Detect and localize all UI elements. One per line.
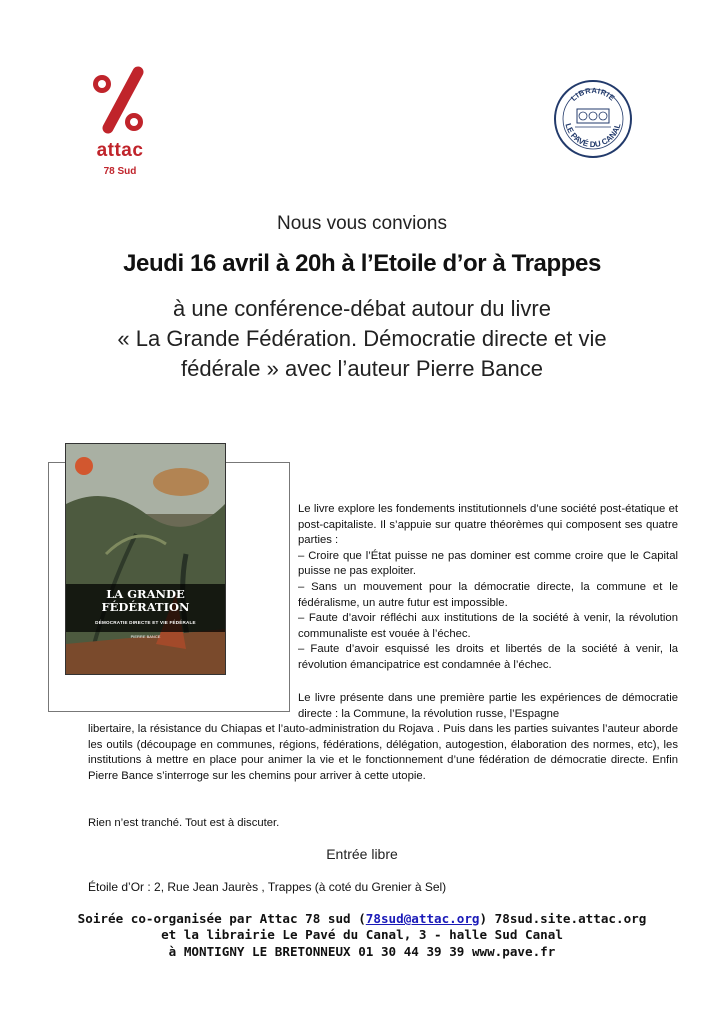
subtitle-line-1: à une conférence-débat autour du livre [173, 296, 551, 321]
pave-logo-top-text: LIBRAIRIE [569, 85, 617, 103]
theorem-3: – Faute d’avoir réfléchi aux institutions de la société à venir, la révolution communaliste est vouée à l’échec. [298, 612, 678, 640]
attac-logo-subtitle: 78 Sud [103, 166, 137, 177]
description-paragraph-1 [298, 502, 678, 674]
book-cover-subtitle: DÉMOCRATIE DIRECTE ET VIE FÉDÉRALE [95, 620, 196, 625]
theorem-2: – Sans un mouvement pour la démocratie directe, la commune et le fédéralisme, un autre futur est impossible. [298, 580, 678, 609]
entry-free: Entrée libre [326, 846, 398, 862]
event-headline: Jeudi 16 avril à 20h à l’Etoile d’or à Trappes [123, 250, 601, 277]
theorem-4: – Faute d’avoir esquissé les droits et libertés de la société à venir, la révolution émancipatrice est condamnée à l’échec. [298, 643, 678, 671]
email-link[interactable]: 78sud@attac.org [365, 911, 480, 926]
pave-logo-bottom-text: LE PAVÉ DU CANAL [563, 122, 623, 150]
footer-line-2: et la librairie Le Pavé du Canal, 3 - halle Sud Canal [161, 927, 563, 942]
footer-line-1 [0, 911, 724, 926]
book-cover [66, 444, 225, 674]
description-paragraph-2 [88, 691, 678, 785]
book-title-line-2: FÉDÉRATION [101, 600, 190, 614]
subtitle-line-3: fédérale » avec l’auteur Pierre Bance [181, 356, 543, 381]
book-cover-illustration-icon [66, 444, 225, 674]
subtitle-line-2: « La Grande Fédération. Démocratie directe et vie [117, 326, 607, 351]
footer-line-1-prefix: Soirée co-organisée par Attac 78 sud ( [77, 911, 366, 926]
theorem-1: – Croire que l’État puisse ne pas dominer est comme croire que le Capital puisse ne pas exploiter. [298, 549, 678, 578]
book-cover-title [66, 584, 225, 632]
intro-text: Nous vous convions [276, 213, 448, 234]
para1-intro: Le livre explore les fondements institutionnels d’une société post-étatique et post-capitaliste. Il s’appuie sur quatre théorèmes qui composent ses quatre parties : [298, 503, 678, 547]
para2-rest: libertaire, la résistance du Chiapas et l’auto-administration du Rojava . Puis dans les parties suivantes l’auteur aborde les outils (découpage en communes, régions, fédérations, délégation, autogestion, élaboration des normes, etc), les institutions à mettre en place pour animer la vie et le fonctionnement d’une fédération de démocratie directe. Enfin Pierre Bance s’interroge sur les chemins pour arriver à cette utopie. [88, 723, 678, 782]
closing-line: Rien n’est tranché. Tout est à discuter. [88, 817, 280, 829]
book-title-line-1: LA GRANDE [106, 587, 185, 601]
attac-logo-name: attac [96, 140, 144, 161]
footer-line-3: à MONTIGNY LE BRETONNEUX 01 30 44 39 39 www.pave.fr [168, 944, 556, 959]
para2-start: Le livre présente dans une première partie les expériences de démocratie directe : la Commune, la révolution russe, l’Espagne [298, 692, 678, 720]
footer-line-1-suffix: ) 78sud.site.attac.org [479, 911, 647, 926]
book-cover-author: PIERRE BANCE [130, 634, 161, 639]
pave-du-canal-logo-icon [553, 79, 633, 159]
venue-address: Étoile d’Or : 2, Rue Jean Jaurès , Trappes (à coté du Grenier à Sel) [88, 880, 447, 894]
